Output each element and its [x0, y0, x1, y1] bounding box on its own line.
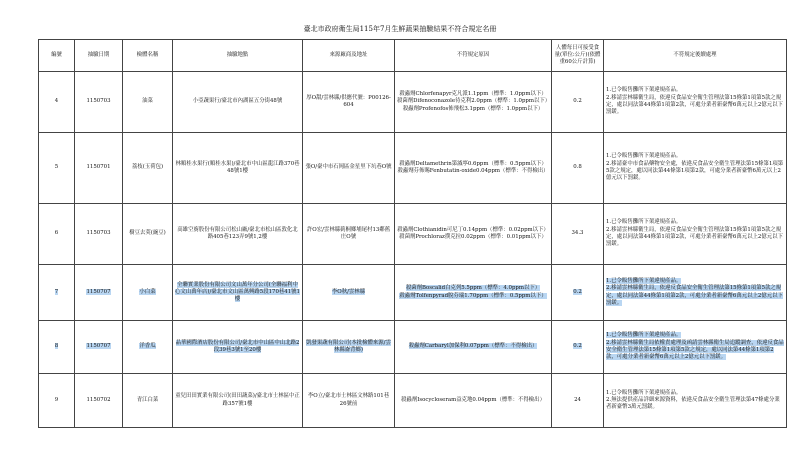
reason-line: 殺菌劑Prochloraz撲克拉0.02ppm（標準：0.01ppm以下）	[399, 234, 547, 240]
cell-name: 青江白菜	[123, 374, 173, 428]
cell-action	[604, 265, 787, 321]
action-line: 1.已令販售攤所下架違規產品。	[606, 87, 682, 94]
action-line: 1.已令販售攤所下架違規產品。	[606, 219, 682, 226]
cell-location: 高雄空廚股份有限公司松山廠/臺北市松山區敦化北路405巷123弄9號1,2樓	[173, 204, 303, 265]
header-no: 編號	[39, 40, 75, 72]
cell-name: 樹豆去莢(豌豆)	[123, 204, 173, 265]
cell-location: 童兒田田實業有限公司(田田蔬菜)/臺北市士林區中正路357號1樓	[173, 374, 303, 428]
reason-text: 殺菌劑Boscalid白克列5.5ppm（標準：4.0ppm以下）	[405, 285, 541, 292]
cell-intake: 34.3	[552, 204, 604, 265]
table-row[interactable]	[39, 374, 787, 428]
cell-name	[123, 265, 173, 321]
cell-intake: 0.8	[552, 133, 604, 204]
cell-action	[604, 374, 787, 428]
cell-reason	[395, 374, 552, 428]
cell-source: 張O/臺中市石岡區金星里下坑巷O號	[303, 133, 395, 204]
header-intake: 人體每日可接受食量(單位:公斤)(依體重60公斤計算)	[552, 40, 604, 72]
cell-date: 1150703	[75, 72, 123, 133]
action-text: 1.已令販售攤所下架違規產品。	[606, 277, 682, 284]
action-line	[606, 332, 784, 339]
reason-line: 殺菌劑Difenoconazole待克利2.0ppm（標準：1.0ppm以下）	[397, 98, 551, 105]
table-row[interactable]	[39, 72, 787, 133]
reason-text: 殺蟲劑Tolfenpyrad脫芬瑞1.70ppm（標準：0.5ppm以下）	[399, 292, 547, 299]
table-row-selected[interactable]	[39, 321, 787, 374]
header-date: 抽驗日期	[75, 40, 123, 72]
reason-text: 殺蟲劑Carbaryl加保利0.07ppm（標準：不得檢出）	[408, 343, 538, 350]
cell-location	[173, 265, 303, 321]
cell-source-text: 凱發果蔬有限公司(本批檢體來源/雲林縣崙背鄉)	[306, 339, 391, 353]
action-line	[606, 340, 784, 362]
action-text: 1.已令販售攤所下架違規產品。	[606, 332, 682, 339]
header-row	[39, 40, 787, 72]
cell-intake: 0.2	[552, 72, 604, 133]
reason-line: 殺蟲劑Profenofos佈飛松3.1ppm（標準：1.0ppm以下）	[402, 105, 544, 112]
cell-source	[303, 265, 395, 321]
cell-intake: 24	[552, 374, 604, 428]
cell-source	[303, 321, 395, 374]
cell-location-text: 晶華國際酒店股份有限公司/臺北市中山區中山北路2段39巷3號1至20樓	[175, 339, 300, 353]
cell-location: 林順桂水果行(順桂水果)/臺北市中山區龍江路370巷48號1樓	[173, 133, 303, 204]
cell-action	[604, 321, 787, 374]
table-row-selected[interactable]	[39, 265, 787, 321]
reason-line: 殺蟲劑Isocycloseram益克地0.04ppm（標準：不得檢出）	[401, 396, 545, 403]
cell-reason	[395, 72, 552, 133]
cell-intake-text: 0.2	[573, 343, 582, 350]
action-text: 2.移請雲林縣衛生局依權責處理及函請雲林縣衛生局追蹤調查，依違反食品安全衛生管理法第15條第1項第5款之規定，處以同法第44條第1項第2款，可處分業者新臺幣6萬元以上2億元以下罰鍰。	[606, 339, 784, 361]
cell-location-text: 全聯實業股份有限公司文山萬年分公司(全聯福利中心文山萬年店)/臺北市文山區萬興路5段170巷41號1樓	[175, 281, 300, 303]
cell-date: 1150701	[75, 133, 123, 204]
cell-name-text: 洋香瓜	[139, 343, 156, 350]
cell-source: 李O立/臺北市士林區文林路101巷26號前	[303, 374, 395, 428]
table-row[interactable]	[39, 133, 787, 204]
reason-line: 殺蟲劑Chlorfenapyr克凡派1.1ppm（標準：1.0ppm以下）	[399, 91, 547, 98]
cell-date-text: 1150707	[86, 343, 111, 350]
cell-no: 4	[39, 72, 75, 133]
cell-no: 9	[39, 374, 75, 428]
reason-line	[397, 343, 549, 350]
action-line	[606, 285, 784, 307]
cell-name: 油菜	[123, 72, 173, 133]
cell-reason	[395, 321, 552, 374]
cell-source-text: 李O秋/雲林縣	[331, 288, 366, 295]
reason-line: 殺蟲劑芬佈賜Fenbutatin-oxide0.04ppm（標準：不得檢出）	[397, 168, 549, 174]
cell-location: 小亞蔬果行/臺北市內湖區五分街48號	[173, 72, 303, 133]
cell-no: 5	[39, 133, 75, 204]
reason-line	[397, 293, 549, 300]
page-title: 臺北市政府衛生局115年7月生鮮蔬果抽驗結果不符合規定名冊	[303, 25, 497, 33]
header-reason: 不符規定原因	[395, 40, 552, 72]
cell-no-text: 7	[54, 288, 59, 295]
action-line: 2.移請雲林縣衛生局，依違反食品安全衛生管理法第15條第1項第5款之規定，處以同法第44條第1項第2款，可處分業者新臺幣6萬元以上2億元以下罰鍰。	[606, 94, 783, 116]
reason-line: 殺蟲劑Deltamethrin第滅寧0.6ppm（標準：0.5ppm以下）	[399, 160, 547, 167]
cell-action	[604, 204, 787, 265]
cell-no	[39, 265, 75, 321]
cell-action	[604, 72, 787, 133]
cell-name-text: 小白菜	[139, 288, 156, 295]
cell-reason	[395, 133, 552, 204]
cell-intake	[552, 265, 604, 321]
cell-no	[39, 321, 75, 374]
action-line: 1.已令販售攤所下架違規產品。	[606, 153, 682, 160]
cell-no: 6	[39, 204, 75, 265]
table-row[interactable]	[39, 204, 787, 265]
cell-date: 1150703	[75, 204, 123, 265]
cell-date-text: 1150707	[86, 288, 111, 295]
action-text: 2.移請雲林縣衛生局，依違反食品安全衛生管理法第15條第1項第5款之規定，處以同法第44條第1項第2款，可處分業者新臺幣6萬元以上2億元以下罰鍰。	[606, 285, 783, 306]
action-line: 2.移請雲林縣衛生局，依違反食品安全衛生管理法第15條第1項第5款之規定，處以同法第44條第1項第2款，可處分業者新臺幣6萬元以上2億元以下罰鍰。	[606, 226, 783, 248]
cell-no-text: 8	[54, 343, 59, 350]
cell-action	[604, 133, 787, 204]
action-line: 2.移請臺中市食品藥物安全處，依違反食品安全衛生管理法第15條第1項第5款之規定，處以同法第44條第1項第2款，可處分業者新臺幣6萬元以上2億元以下罰鍰。	[606, 160, 784, 182]
action-line: 2.無法提供產品詳細來源資料，依違反食品安全衛生管理法第47條處分業者新臺幣3萬元罰鍰。	[606, 396, 780, 411]
cell-source: 厚O甜/雲林縣/供應代號：P00126-604	[303, 72, 395, 133]
cell-reason	[395, 265, 552, 321]
cell-intake-text: 0.2	[573, 288, 582, 295]
cell-name	[123, 321, 173, 374]
cell-date	[75, 265, 123, 321]
reason-line: 殺蟲劑Clothianidin可尼丁0.14ppm（標準：0.02ppm以下）	[397, 226, 549, 233]
reason-line	[397, 285, 549, 292]
cell-date	[75, 321, 123, 374]
header-name: 檢體名稱	[123, 40, 173, 72]
cell-source: 許O宏/雲林縣莿桐鄉埔尾村13鄰舊庄O號	[303, 204, 395, 265]
cell-intake	[552, 321, 604, 374]
header-action: 不符規定後續處理	[604, 40, 787, 72]
cell-name: 荔枝(玉荷包)	[123, 133, 173, 204]
cell-location	[173, 321, 303, 374]
cell-reason	[395, 204, 552, 265]
results-table	[38, 39, 787, 428]
header-source: 來源廠商及地址	[303, 40, 395, 72]
header-location: 抽驗地點	[173, 40, 303, 72]
action-line: 1.已令販售攤所下架違規產品。	[606, 389, 682, 396]
cell-date: 1150702	[75, 374, 123, 428]
